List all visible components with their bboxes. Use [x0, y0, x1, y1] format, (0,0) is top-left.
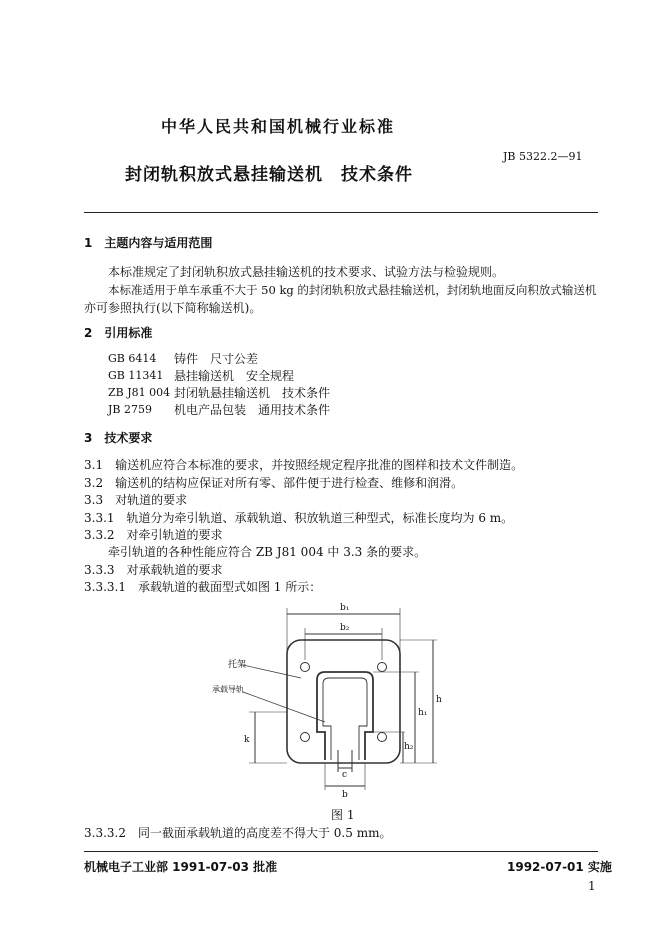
- bolt-hole: [378, 733, 387, 742]
- rail-profile-inner: [323, 678, 367, 760]
- figure-label-b1: b₁: [340, 603, 350, 613]
- figure-label-b: b: [342, 790, 348, 800]
- figure-label-k: k: [244, 735, 250, 745]
- figure-label-c: c: [342, 770, 348, 780]
- section-1-heading: 1 主题内容与适用范围: [84, 236, 213, 250]
- ref-name-2: 悬挂输送机 安全规程: [174, 369, 295, 383]
- ref-code-3: ZB J81 004: [108, 386, 171, 399]
- ref-code-2: GB 11341: [108, 369, 164, 382]
- clause-3-3-3-1: 3.3.3.1 承载轨道的截面型式如图 1 所示：: [84, 580, 322, 594]
- section-3-heading: 3 技术要求: [84, 431, 153, 445]
- section-2-heading: 2 引用标准: [84, 326, 153, 340]
- rail-cross-section-figure: [205, 600, 445, 800]
- ref-code-4: JB 2759: [108, 403, 152, 416]
- clause-3-3-3: 3.3.3 对承载轨道的要求: [84, 563, 223, 577]
- approval-date: 机械电子工业部 1991-07-03 批准: [84, 860, 278, 874]
- figure-label-rail: 承载导轨: [212, 685, 244, 694]
- document-title: 封闭轨积放式悬挂输送机 技术条件: [125, 165, 413, 185]
- figure-caption: 图 1: [331, 808, 355, 822]
- ref-name-4: 机电产品包装 通用技术条件: [174, 403, 331, 417]
- clause-3-3-3-2: 3.3.3.2 同一截面承载轨道的高度差不得大于 0.5 mm。: [84, 826, 392, 840]
- figure-label-h1: h₁: [418, 708, 428, 718]
- bolt-hole: [301, 733, 310, 742]
- footer-rule: [84, 851, 598, 852]
- clause-3-2: 3.2 输送机的结构应保证对所有零、部件便于进行检查、维修和润滑。: [84, 476, 464, 490]
- clause-3-3-1: 3.3.1 轨道分为牵引轨道、承载轨道、积放轨道三种型式，标准长度均为 6 m。: [84, 511, 514, 525]
- bolt-hole: [378, 663, 387, 672]
- ref-name-1: 铸件 尺寸公差: [174, 352, 259, 366]
- rail-profile: [317, 672, 373, 760]
- figure-label-b2: b₂: [340, 623, 350, 633]
- section-1-para-2b: 亦可参照执行(以下简称输送机)。: [84, 301, 262, 315]
- section-1-para-1: 本标准规定了封闭轨积放式悬挂输送机的技术要求、试验方法与检验规则。: [108, 265, 505, 279]
- figure-label-bracket: 托架: [228, 660, 247, 670]
- bracket-outline: [287, 640, 400, 763]
- clause-3-3: 3.3 对轨道的要求: [84, 493, 188, 507]
- clause-3-1: 3.1 输送机应符合本标准的要求，并按照经规定程序批准的图样和技术文件制造。: [84, 458, 524, 472]
- header-rule: [84, 212, 598, 213]
- ref-name-3: 封闭轨悬挂输送机 技术条件: [174, 386, 331, 400]
- implementation-date: 1992-07-01 实施: [507, 860, 612, 874]
- clause-3-3-2-body: 牵引轨道的各种性能应符合 ZB J81 004 中 3.3 条的要求。: [108, 545, 427, 559]
- ref-code-1: GB 6414: [108, 352, 157, 365]
- clause-3-3-2: 3.3.2 对牵引轨道的要求: [84, 528, 223, 542]
- figure-label-h: h: [436, 695, 442, 705]
- leader-bracket: [243, 665, 301, 678]
- bolt-hole: [301, 663, 310, 672]
- section-1-para-2a: 本标准适用于单车承重不大于 50 kg 的封闭轨积放式悬挂输送机，封闭轨地面反向积放式输送机: [108, 283, 597, 297]
- figure-label-h2: h₂: [404, 742, 414, 752]
- standard-number: JB 5322.2—91: [503, 150, 583, 163]
- issuing-body: 中华人民共和国机械行业标准: [161, 117, 396, 136]
- page-number: 1: [588, 879, 596, 893]
